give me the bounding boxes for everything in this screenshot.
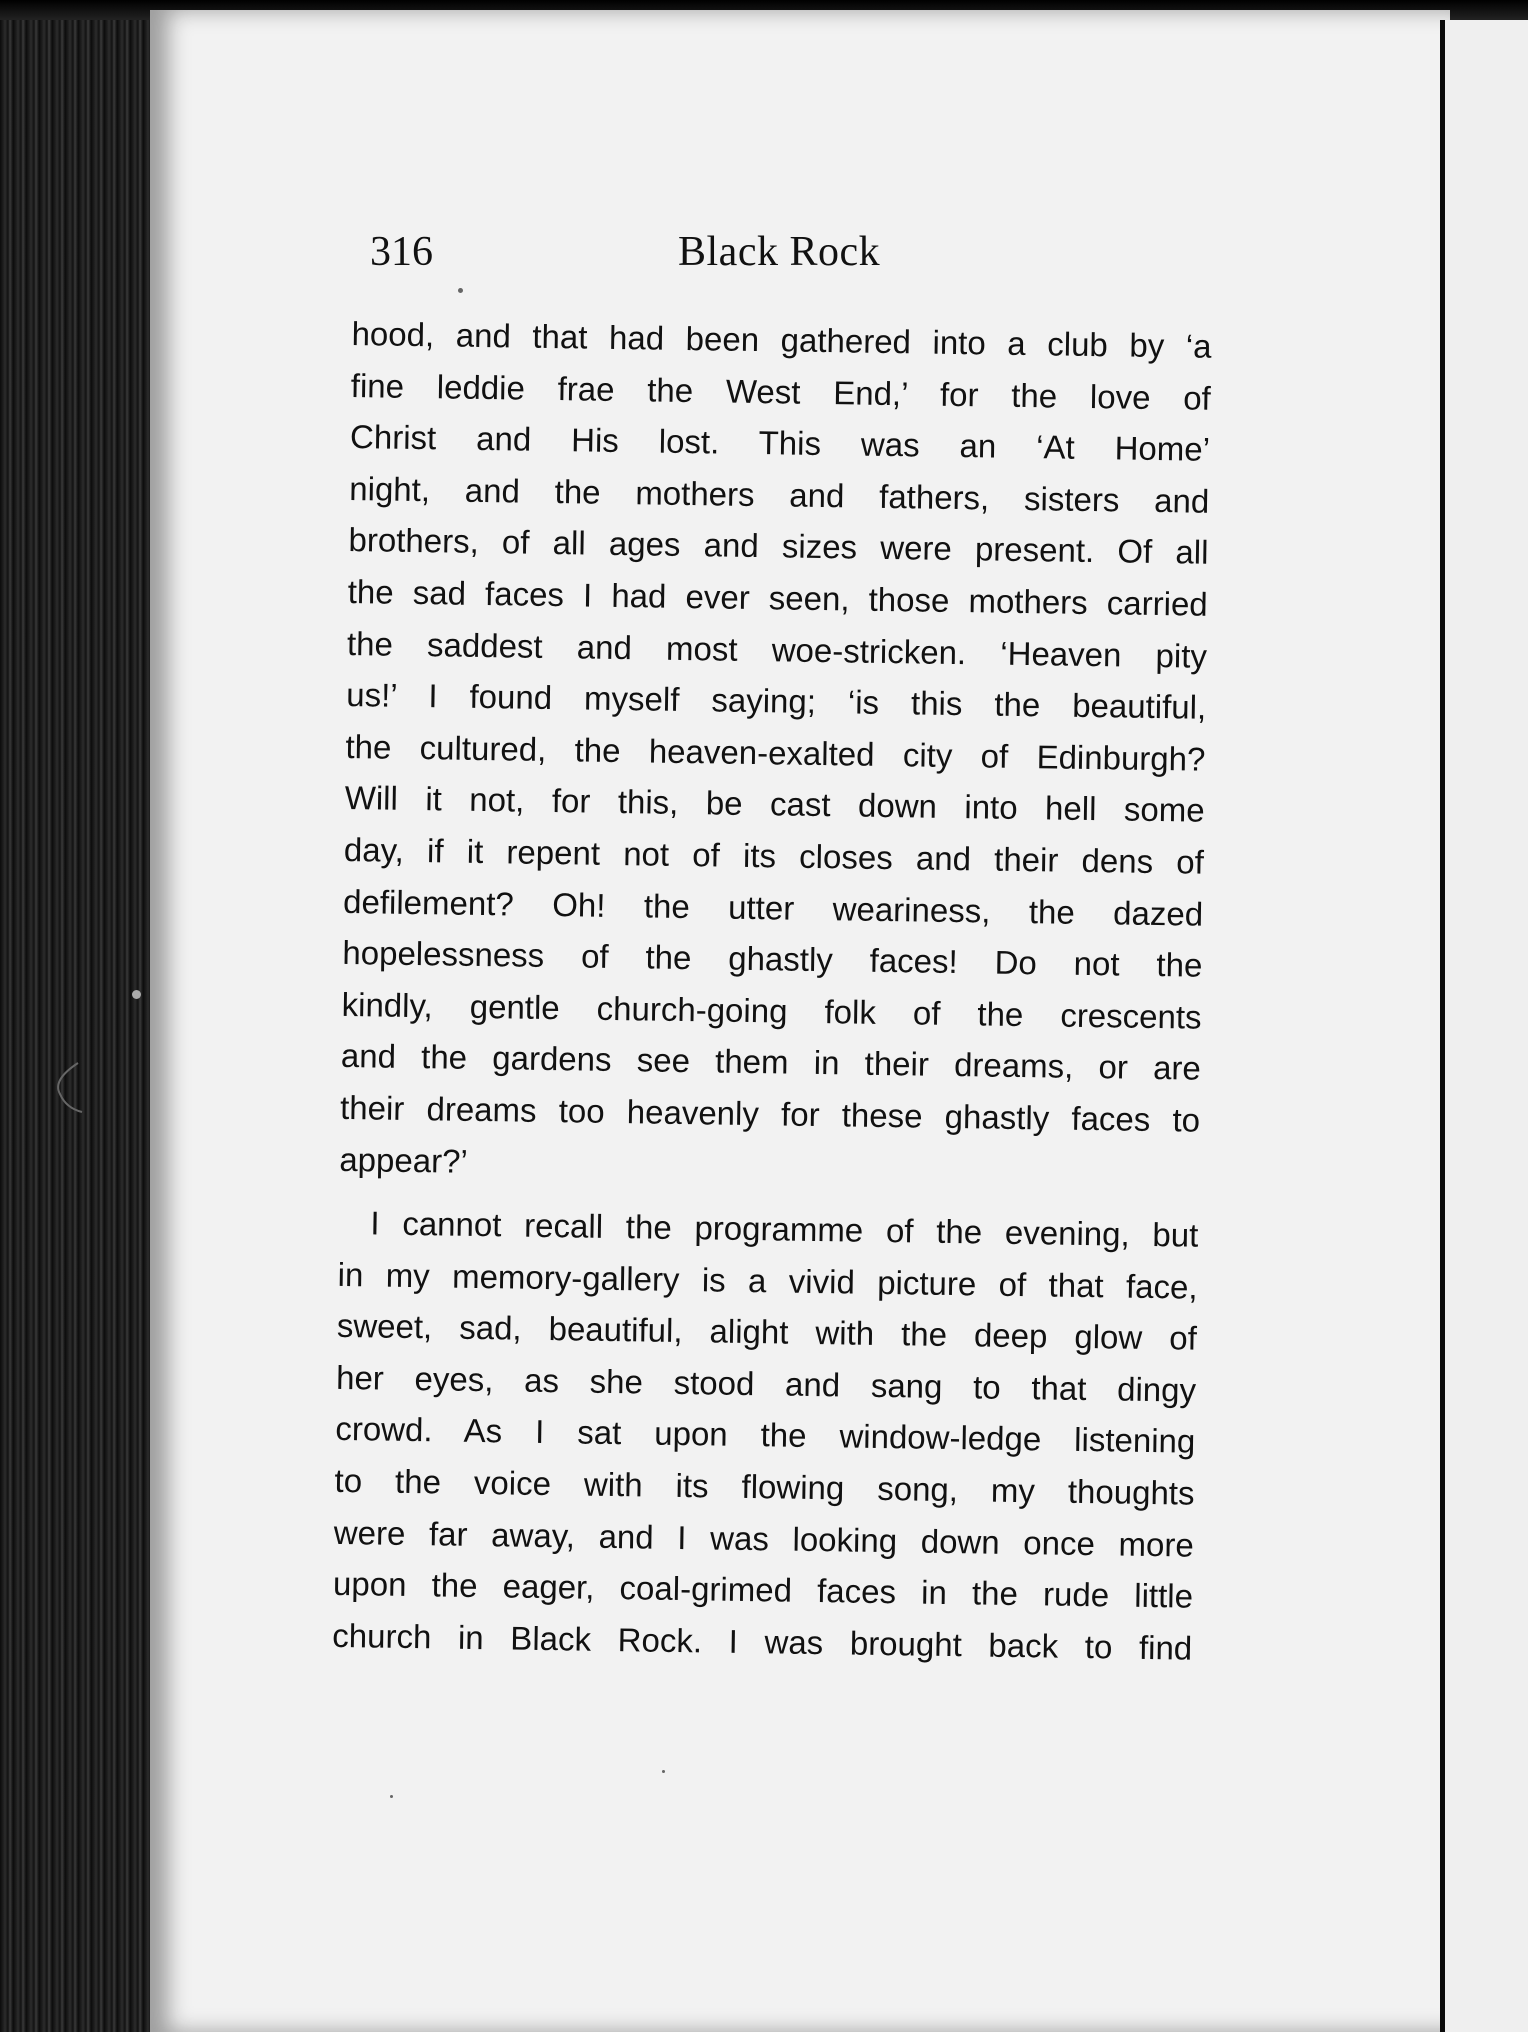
text-line: in my memory-gallery is a vivid picture of that face, bbox=[337, 1255, 1198, 1306]
page-header bbox=[370, 228, 940, 288]
text-line: crowd. As I sat upon the window-ledge listening bbox=[335, 1410, 1196, 1461]
text-line: to the voice with its flowing song, my thoughts bbox=[334, 1461, 1195, 1512]
text-line: us!’ I found myself saying; ‘is this the beautiful, bbox=[345, 676, 1207, 726]
text-line: Will it not, for this, be cast down into hell some bbox=[344, 779, 1205, 830]
book-spine-edge bbox=[0, 0, 150, 2032]
text-line: their dreams too heavenly for these ghastly faces to bbox=[339, 1088, 1201, 1139]
text-line: fine leddie frae the West End,’ for the love of bbox=[350, 366, 1212, 417]
text-line: I cannot recall the programme of the evening, but bbox=[370, 1204, 1199, 1254]
page-speck bbox=[662, 1770, 665, 1773]
text-line: sweet, sad, beautiful, alight with the deep glow of bbox=[336, 1307, 1198, 1357]
page-speck bbox=[390, 1795, 393, 1798]
page-number: 316 bbox=[370, 229, 433, 275]
text-line: hood, and that had been gathered into a club by ‘a bbox=[351, 314, 1212, 365]
text-line: defilement? Oh! the utter weariness, the dazed bbox=[342, 882, 1204, 933]
page-speck bbox=[458, 288, 463, 293]
text-line: the sad faces I had ever seen, those mothers carried bbox=[347, 572, 1208, 623]
body-text bbox=[332, 308, 1212, 1674]
text-line: her eyes, as she stood and sang to that dingy bbox=[335, 1358, 1197, 1409]
text-line: brothers, of all ages and sizes were present. Of all bbox=[348, 521, 1209, 572]
text-line: Christ and His lost. This was an ‘At Home’ bbox=[349, 418, 1211, 468]
running-title: Black Rock bbox=[678, 229, 881, 275]
text-line: appear?’ bbox=[339, 1140, 469, 1180]
text-line: the saddest and most woe-stricken. ‘Heaven pity bbox=[346, 624, 1208, 675]
text-line: upon the eager, coal-grimed faces in the rude little bbox=[332, 1565, 1194, 1615]
page-speck bbox=[132, 990, 141, 999]
text-line: day, if it repent not of its closes and their dens of bbox=[343, 830, 1205, 881]
facing-page-edge bbox=[1440, 20, 1528, 2032]
text-line: were far away, and I was looking down once more bbox=[333, 1513, 1195, 1564]
margin-pencil-mark bbox=[48, 1058, 88, 1118]
text-line: church in Black Rock. I was brought back to find bbox=[332, 1616, 1193, 1667]
text-line: and the gardens see them in their dreams, or are bbox=[340, 1037, 1202, 1087]
text-line: hopelessness of the ghastly faces! Do not the bbox=[342, 934, 1203, 984]
text-line: kindly, gentle church-going folk of the crescents bbox=[341, 985, 1202, 1036]
text-line: the cultured, the heaven-exalted city of Edinburgh? bbox=[345, 727, 1206, 778]
text-line: night, and the mothers and fathers, sisters and bbox=[349, 469, 1210, 520]
